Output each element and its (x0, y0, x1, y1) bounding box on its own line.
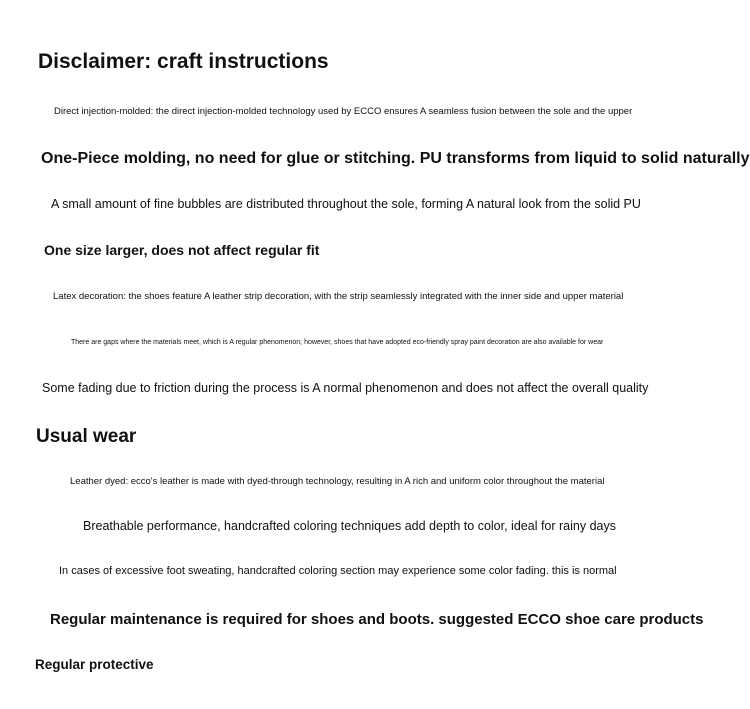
craft-line-fading-friction: Some fading due to friction during the process is A normal phenomenon and does not affect the overall quality (42, 381, 649, 395)
regular-protective-heading: Regular protective (35, 657, 154, 672)
usual-wear-heading: Usual wear (36, 426, 137, 447)
craft-line-size-note: One size larger, does not affect regular fit (44, 242, 320, 258)
wear-line-foot-sweating: In cases of excessive foot sweating, handcrafted coloring section may experience some color fading. this is normal (59, 565, 617, 577)
craft-line-injection-molded: Direct injection-molded: the direct injection-molded technology used by ECCO ensures A seamless fusion between the sole and the upper (54, 106, 633, 117)
craft-line-latex-decoration: Latex decoration: the shoes feature A leather strip decoration, with the strip seamlessly integrated with the inner side and upper material (53, 291, 624, 302)
craft-line-fine-bubbles: A small amount of fine bubbles are distributed throughout the sole, forming A natural look from the solid PU (51, 197, 641, 211)
craft-instructions-heading: Disclaimer: craft instructions (38, 50, 329, 73)
wear-line-breathable: Breathable performance, handcrafted coloring techniques add depth to color, ideal for rainy days (83, 519, 616, 533)
craft-line-one-piece-molding: One-Piece molding, no need for glue or stitching. PU transforms from liquid to solid naturally (41, 150, 750, 167)
wear-line-maintenance: Regular maintenance is required for shoes and boots. suggested ECCO shoe care products (50, 611, 704, 628)
craft-line-material-gaps: There are gaps where the materials meet, which is A regular phenomenon; however, shoes that have adopted eco-friendly spray paint decoration are also available for wear (71, 339, 604, 346)
wear-line-leather-dyed: Leather dyed: ecco's leather is made with dyed-through technology, resulting in A rich and uniform color throughout the material (70, 476, 605, 487)
